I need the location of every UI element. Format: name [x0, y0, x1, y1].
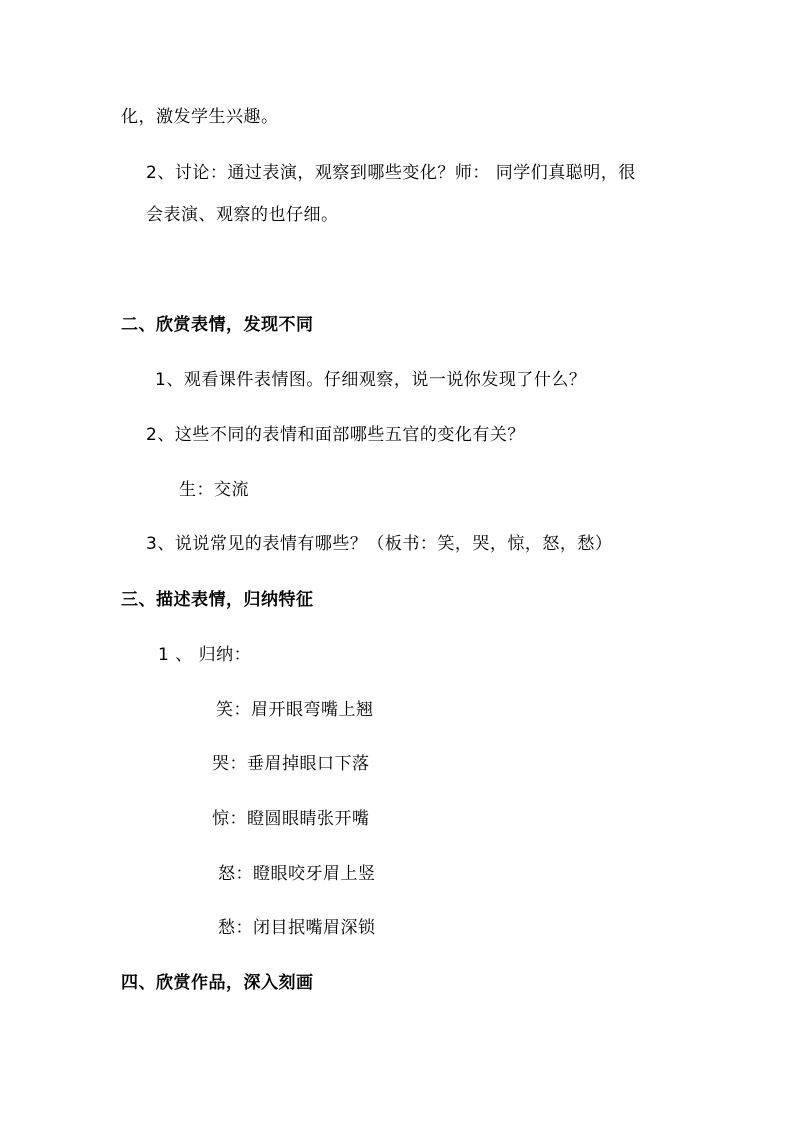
feature-worry: 愁：闭目抿嘴眉深锁: [218, 918, 376, 938]
section-2-item-1: 1、观看课件表情图。仔细观察，说一说你发现了什么？: [155, 370, 587, 390]
section-2-heading: 二、欣赏表情，发现不同: [121, 315, 314, 335]
discussion-text-line-1: 2、讨论：通过表演，观察到哪些变化？师： 同学们真聪明，很: [146, 163, 636, 183]
section-4-heading: 四、欣赏作品，深入刻画: [121, 973, 314, 993]
feature-anger: 怒：瞪眼咬牙眉上竖: [218, 864, 376, 884]
feature-laugh: 笑：眉开眼弯嘴上翘: [216, 700, 374, 720]
section-2-student-note: 生：交流: [179, 480, 249, 500]
intro-tail-text: 化，激发学生兴趣。: [121, 107, 279, 127]
feature-surprise: 惊：瞪圆眼睛张开嘴: [212, 809, 370, 829]
section-2-item-3: 3、说说常见的表情有哪些？（板书：笑，哭，惊，怒，愁）: [146, 534, 613, 554]
feature-cry: 哭：垂眉掉眼口下落: [212, 754, 370, 774]
section-2-item-2: 2、这些不同的表情和面部哪些五官的变化有关？: [146, 425, 525, 445]
section-3-heading: 三、描述表情，归纳特征: [121, 590, 314, 610]
discussion-text-line-2: 会表演、观察的也仔细。: [146, 205, 339, 225]
section-3-summary-label: 1 、 归纳：: [158, 645, 252, 665]
